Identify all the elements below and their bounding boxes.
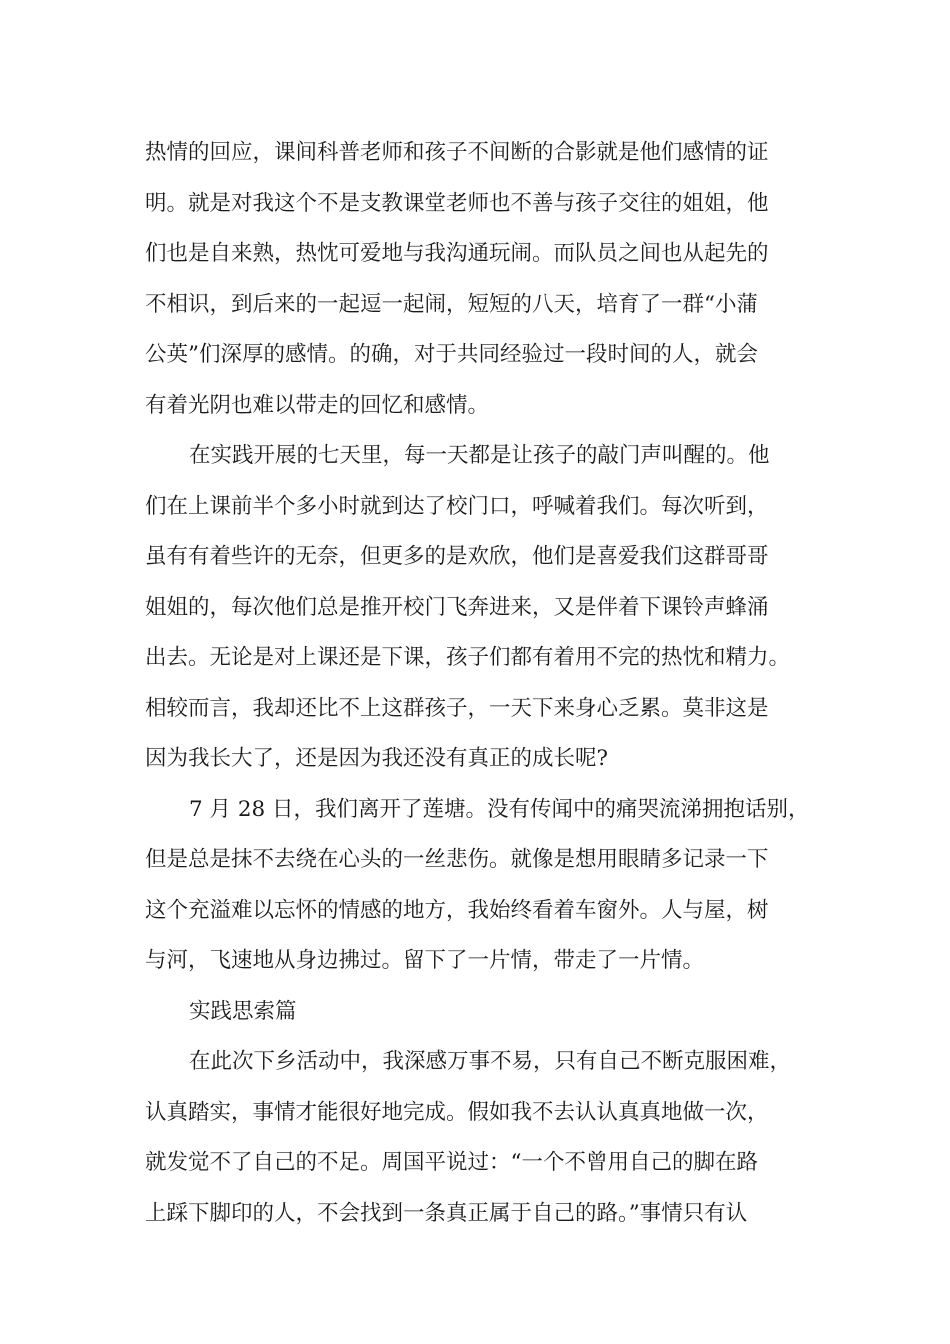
text-line: 实践思索篇 xyxy=(189,998,297,1024)
text-line: 热情的回应，课间科普老师和孩子不间断的合影就是他们感情的证 xyxy=(145,140,769,165)
text-line: 明。就是对我这个不是支教课堂老师也不善与孩子交往的姐姐，他 xyxy=(145,190,769,216)
text-line: 就发觉不了自己的不足。周国平说过：“一个不曾用自己的脚在路 xyxy=(145,1150,758,1175)
text-line: 7 月 28 日，我们离开了莲塘。没有传闻中的痛哭流涕拥抱话别， xyxy=(189,796,810,822)
text-line: 虽有有着些许的无奈，但更多的是欢欣，他们是喜爱我们这群哥哥 xyxy=(145,544,769,569)
document-body xyxy=(145,128,810,1239)
text-line: 上踩下脚印的人，不会找到一条真正属于自己的路。”事情只有认 xyxy=(145,1200,748,1226)
text-line: 公英”们深厚的感情。的确，对于共同经验过一段时间的人，就会 xyxy=(145,342,758,367)
text-line: 因为我长大了，还是因为我还没有真正的成长呢? xyxy=(145,746,609,771)
text-line: 在此次下乡活动中，我深感万事不易，只有自己不断克服困难， xyxy=(189,1049,792,1074)
text-line: 出去。无论是对上课还是下课，孩子们都有着用不完的热忱和精力。 xyxy=(145,645,791,670)
text-line: 不相识，到后来的一起逗一起闹，短短的八天，培育了一群“小蒲 xyxy=(145,291,758,317)
text-line: 认真踏实，事情才能很好地完成。假如我不去认认真真地做一次， xyxy=(145,1099,769,1125)
text-line: 有着光阴也难以带走的回忆和感情。 xyxy=(145,392,490,418)
text-line: 们也是自来熟，热忱可爱地与我沟通玩闹。而队员之间也从起先的 xyxy=(145,241,769,266)
text-line: 这个充溢难以忘怀的情感的地方，我始终看着车窗外。人与屋，树 xyxy=(145,897,769,923)
text-line: 姐姐的，每次他们总是推开校门飞奔进来，又是伴着下课铃声蜂涌 xyxy=(145,594,769,620)
text-line: 与河，飞速地从身边拂过。留下了一片情，带走了一片情。 xyxy=(145,948,705,973)
text-line: 但是总是抹不去绕在心头的一丝悲伤。就像是想用眼睛多记录一下 xyxy=(145,847,769,872)
text-line: 相较而言，我却还比不上这群孩子，一天下来身心乏累。莫非这是 xyxy=(145,695,769,721)
text-line: 在实践开展的七天里，每一天都是让孩子的敲门声叫醒的。他 xyxy=(189,443,770,468)
text-line: 们在上课前半个多小时就到达了校门口，呼喊着我们。每次听到， xyxy=(145,493,769,519)
